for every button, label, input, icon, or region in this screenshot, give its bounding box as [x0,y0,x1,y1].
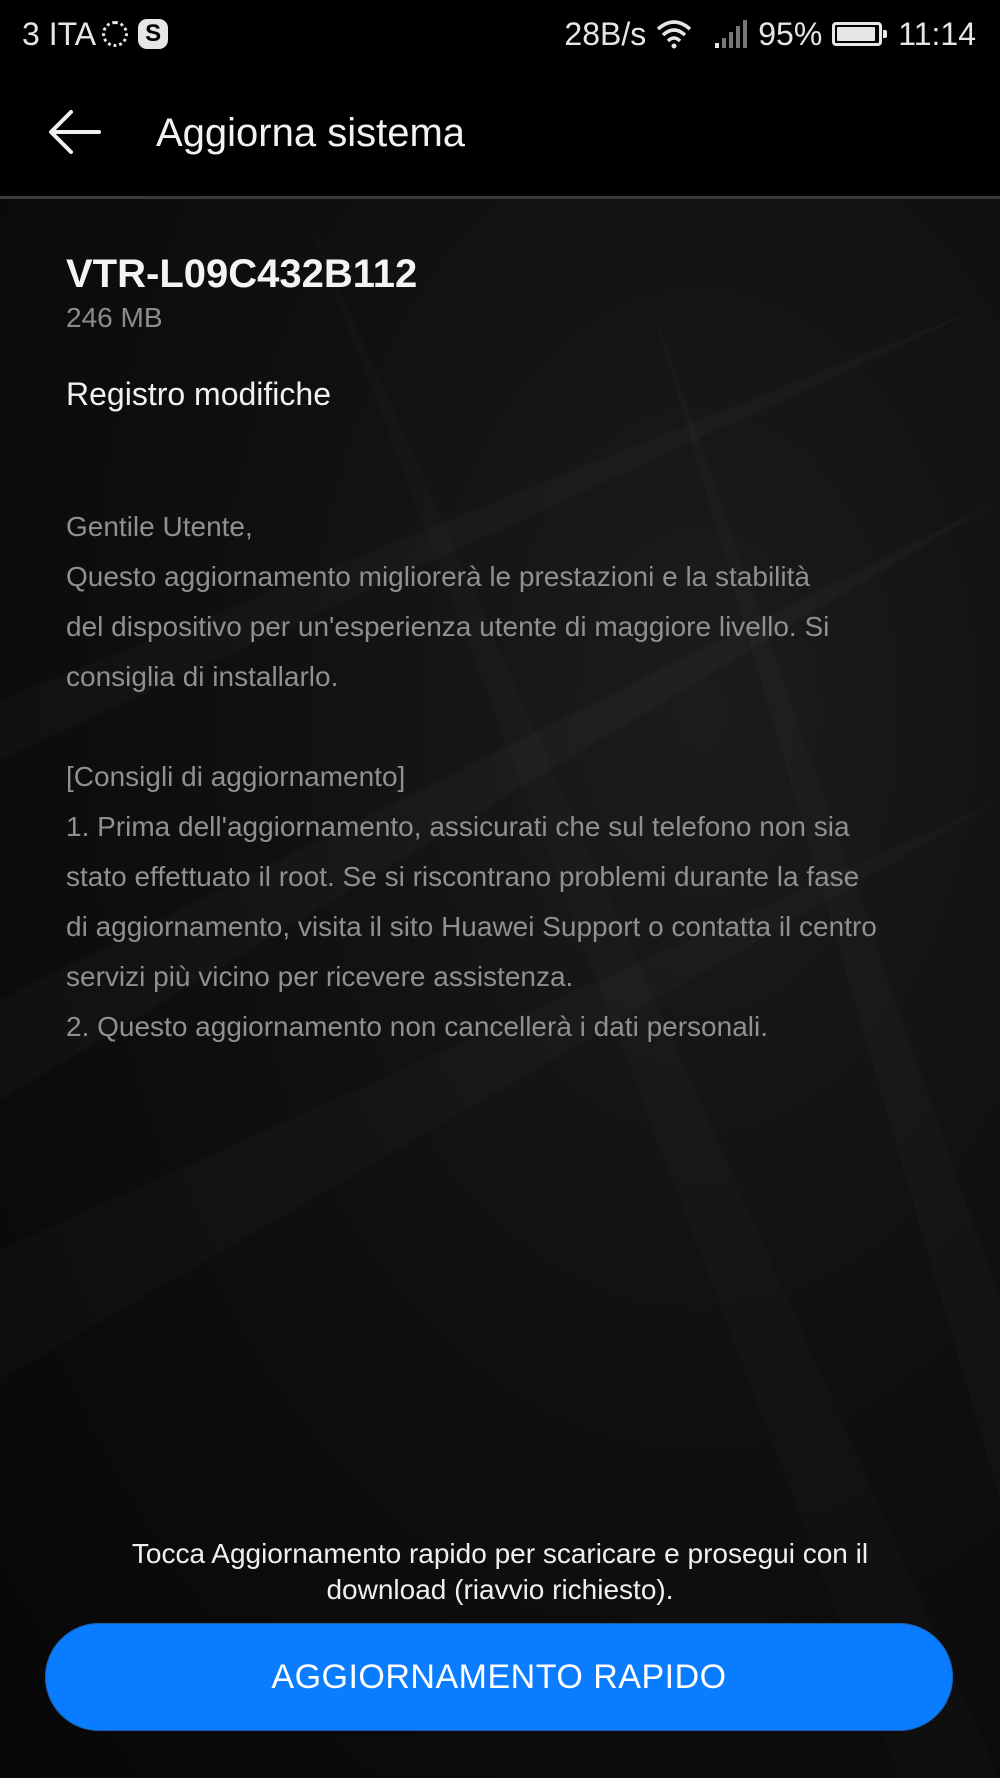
back-button[interactable] [40,100,110,164]
wifi-icon [656,19,692,49]
back-arrow-icon [47,108,103,156]
battery-percent: 95% [758,16,823,52]
update-version: VTR-L09C432B112 [66,252,418,296]
tip-line: di aggiornamento, visita il sito Huawei Support o contatta il centro [66,911,877,942]
paragraph-spacer [66,702,966,752]
changelog-heading: Registro modifiche [66,376,331,412]
changelog-intro-line: consiglia di installarlo. [66,661,339,692]
status-left [22,14,168,54]
tip-line: servizi più vicino per ricevere assistenza. [66,961,574,992]
skype-icon: S [138,19,168,49]
update-hint [60,1536,940,1608]
quick-update-button[interactable]: AGGIORNAMENTO RAPIDO [45,1623,953,1731]
status-bar [0,0,1000,68]
status-right [564,14,976,54]
update-details [66,250,966,1052]
update-size: 246 MB [66,302,163,333]
clock-time: 11:14 [898,16,976,52]
signal-icon [714,19,748,49]
carrier-name: 3 ITA [22,16,97,52]
tip-line: 1. Prima dell'aggiornamento, assicurati che sul telefono non sia [66,811,850,842]
changelog-body [66,502,966,1052]
tip-line: stato effettuato il root. Se si riscontrano problemi durante la fase [66,861,860,892]
battery-level-fill [837,27,875,41]
changelog-intro-line: Questo aggiornamento migliorerà le prestazioni e la stabilità [66,561,810,592]
tips-heading: [Consigli di aggiornamento] [66,761,406,792]
changelog-intro-line: del dispositivo per un'esperienza utente di maggiore livello. Si [66,611,830,642]
update-hint-line: Tocca Aggiornamento rapido per scaricare e prosegui con il [131,1538,869,1569]
changelog-greeting: Gentile Utente, [66,511,253,542]
network-speed: 28B/s [564,16,647,52]
page-title: Aggiorna sistema [156,111,466,155]
update-hint-line: download (riavvio richiesto). [326,1574,674,1605]
loading-ring-icon [102,21,128,47]
tip-line: 2. Questo aggiornamento non cancellerà i dati personali. [66,1011,768,1042]
app-bar [0,68,1000,199]
battery-icon [832,22,882,46]
